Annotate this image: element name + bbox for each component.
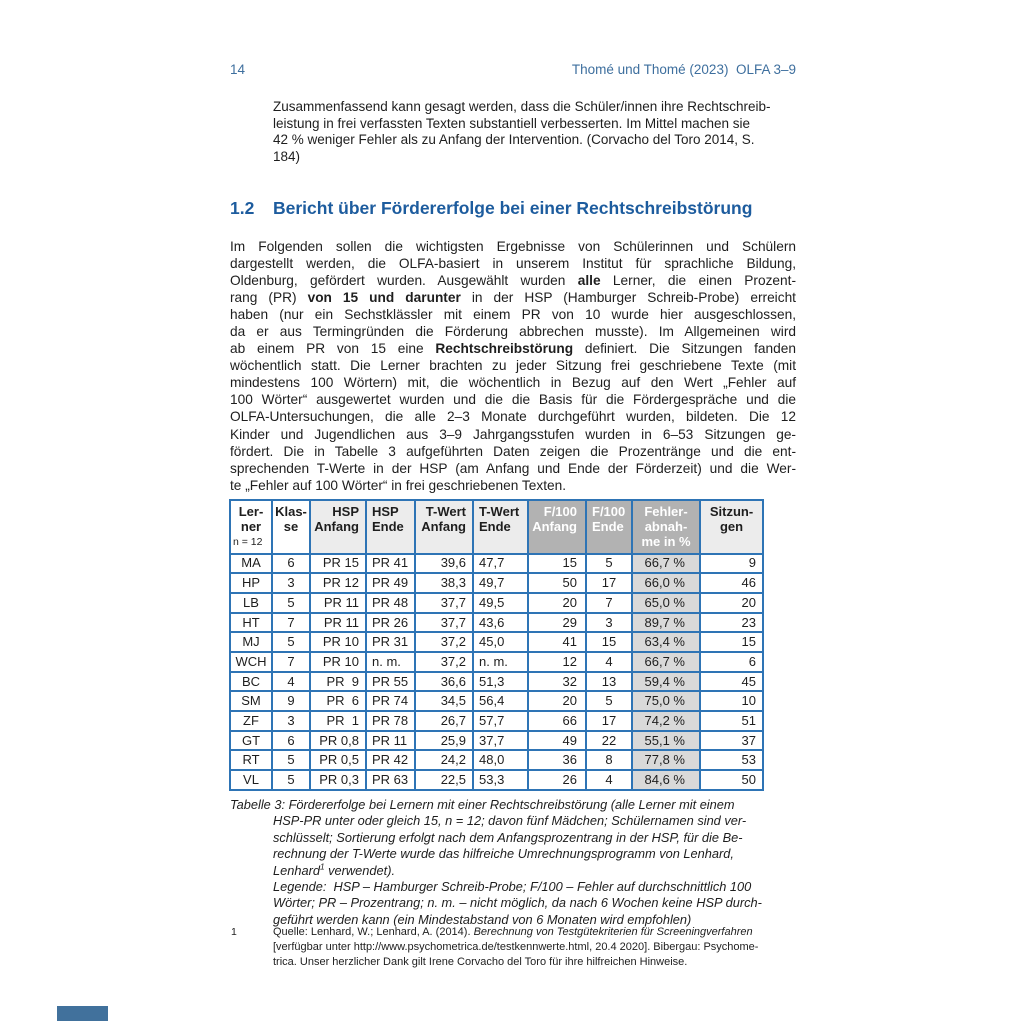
table-cell: PR 9 [310,672,366,692]
table-cell: PR 0,5 [310,750,366,770]
table-cell: n. m. [366,652,415,672]
table-cell: WCH [230,652,272,672]
table-cell: 22,5 [415,770,473,790]
table-cell: 20 [528,593,586,613]
table-cell: PR 55 [366,672,415,692]
header-cell: T-Wert Anfang [415,500,473,554]
table-cell: PR 41 [366,554,415,574]
table-cell: PR 10 [310,652,366,672]
table-cell: 45,0 [473,632,528,652]
table-cell: 43,6 [473,613,528,633]
running-head [230,62,796,77]
table-header-row [230,500,763,554]
table-cell: 7 [586,593,632,613]
table-cell: PR 11 [310,593,366,613]
table-row [230,652,763,672]
table-cell: PR 10 [310,632,366,652]
table-caption [230,797,798,879]
text-line: sprechenden T-Werte in der HSP (am Anfang und Ende der Förderzeit) und die Wer- [230,460,796,476]
table-cell: 9 [272,691,310,711]
table-cell: 47,7 [473,554,528,574]
table-cell: 37,7 [415,593,473,613]
text-line: OLFA-Untersuchungen, die alle 2–3 Monate durchgeführt wurden, bildeten. Die 12 [230,409,796,425]
table-cell: 20 [700,593,763,613]
table-row [230,750,763,770]
text-line: Legende: HSP – Hamburger Schreib-Probe; F/100 – Fehler auf durchschnittlich 100 [273,879,752,894]
table-cell: 3 [272,711,310,731]
table-cell: 56,4 [473,691,528,711]
table-cell: 5 [272,750,310,770]
table-cell: 48,0 [473,750,528,770]
header-cell: Sitzun- gen [700,500,763,554]
text-line: [verfügbar unter http://www.psychometrica.de/testkennwerte.html, 20.4 2020]. Bibergau: Psychome- [273,940,759,953]
table-cell: 46 [700,573,763,593]
table-cell: 59,4 % [632,672,700,692]
text-line: da er aus Termingründen die Förderung abbrechen musste). Im Allgemeinen wird [230,324,796,340]
table-cell: HT [230,613,272,633]
text-line: schlüsselt; Sortierung erfolgt nach dem Anfangsprozentrang in der HSP, für die Be- [273,829,743,845]
table-cell: 36,6 [415,672,473,692]
table-cell: 26 [528,770,586,790]
text-line: trica. Unser herzlicher Dank gilt Irene Corvacho del Toro für ihre hilfreichen Hinweise. [273,955,688,968]
table-cell: 15 [700,632,763,652]
table-cell: PR 0,3 [310,770,366,790]
table-row [230,711,763,731]
text-line: Oldenburg, gefördert wurden. Ausgewählt wurden alle Lerner, die einen Prozent- [230,273,796,289]
table-cell: 3 [272,573,310,593]
table-cell: PR 74 [366,691,415,711]
table-cell: SM [230,691,272,711]
table-cell: 53,3 [473,770,528,790]
table-cell: 12 [528,652,586,672]
table-cell: 36 [528,750,586,770]
table-cell: 49,5 [473,593,528,613]
text-line: rechnung der T-Werte wurde das hilfreiche Umrechnungsprogramm von Lenhard, [273,846,734,862]
table-cell: 57,7 [473,711,528,731]
text-line: 100 Wörter“ ausgewertet wurden und die die Basis für die Fördergespräche und die [230,392,796,408]
table-cell: 6 [272,731,310,751]
table-cell: 66,7 % [632,652,700,672]
table-cell: 74,2 % [632,711,700,731]
quote-paragraph [273,99,797,165]
table-cell: 32 [528,672,586,692]
table-cell: 20 [528,691,586,711]
running-title: Thomé und Thomé (2023) OLFA 3–9 [571,62,796,77]
text-line: 42 % weniger Fehler als zu Anfang der Intervention. (Corvacho del Toro 2014, S. [273,132,755,148]
table-cell: RT [230,750,272,770]
footer-accent-bar [57,1006,108,1021]
table-cell: 66,0 % [632,573,700,593]
table-cell: 51 [700,711,763,731]
table-cell: 7 [272,652,310,672]
header-cell: Fehler- abnah- me in % [632,500,700,554]
table-cell: MJ [230,632,272,652]
table-cell: 34,5 [415,691,473,711]
table-cell: 37,2 [415,632,473,652]
header-cell: Klas- se [272,500,310,554]
table-cell: 26,7 [415,711,473,731]
table-cell: ZF [230,711,272,731]
table-cell: 23 [700,613,763,633]
table-row [230,632,763,652]
table-cell: GT [230,731,272,751]
table-row [230,573,763,593]
table-cell: 13 [586,672,632,692]
text-line: Zusammenfassend kann gesagt werden, dass die Schüler/innen ihre Rechtschreib- [273,99,771,114]
text-line: rang (PR) von 15 und darunter in der HSP (Hamburger Schreib-Probe) erreicht [230,290,796,306]
table-row [230,672,763,692]
body-paragraph [230,238,796,494]
table-cell: PR 11 [310,613,366,633]
text-line: haben (nur ein Sechstklässler mit einem PR von 10 wurde hier ausgeschlossen, [230,307,796,323]
text-line: geführt werden kann (ein Mindestabstand von 6 Monaten wird empfohlen) [273,911,692,927]
table-cell: HP [230,573,272,593]
text-line: Quelle: Lenhard, W.; Lenhard, A. (2014). Berechnung von Testgütekriterien für Screeningverfahren [273,926,753,938]
table-cell: n. m. [473,652,528,672]
table-cell: 51,3 [473,672,528,692]
table-cell: 65,0 % [632,593,700,613]
table-cell: 84,6 % [632,770,700,790]
table-cell: 39,6 [415,554,473,574]
text-line: te „Fehler auf 100 Wörter“ in frei geschriebenen Texten. [230,477,567,493]
table-cell: 53 [700,750,763,770]
text-line: HSP-PR unter oder gleich 15, n = 12; davon fünf Mädchen; Schülernamen sind ver- [273,813,747,829]
table-cell: 8 [586,750,632,770]
table-cell: PR 78 [366,711,415,731]
table-cell: 17 [586,711,632,731]
table-cell: 37,7 [415,613,473,633]
header-cell: Ler- ner n = 12 [230,500,272,554]
table-cell: 41 [528,632,586,652]
table-cell: 4 [272,672,310,692]
text-line: fördert. Die in Tabelle 3 aufgeführten Daten zeigen die Prozentränge und die ent- [230,443,796,459]
table-cell: PR 1 [310,711,366,731]
section-number: 1.2 [230,198,255,218]
table-cell: 29 [528,613,586,633]
header-cell: HSP Anfang [310,500,366,554]
footnote [273,925,798,969]
text-line: mindestens 100 Wörtern) mit, die wöchentlich in Bezug auf den Wert „Fehler auf [230,375,796,391]
table-cell: 37,7 [473,731,528,751]
table-cell: BC [230,672,272,692]
table-cell: 25,9 [415,731,473,751]
text-line: 184) [273,148,301,164]
table-cell: 37,2 [415,652,473,672]
table-cell: 24,2 [415,750,473,770]
table-cell: PR 26 [366,613,415,633]
table-cell: 22 [586,731,632,751]
table-cell: 3 [586,613,632,633]
text-line: Lenhard$^1$ verwendet). [273,861,396,878]
table-cell: 7 [272,613,310,633]
table-cell: 63,4 % [632,632,700,652]
table-cell: 66 [528,711,586,731]
table-cell: 77,8 % [632,750,700,770]
table-row [230,691,763,711]
header-cell: F/100 Anfang [528,500,586,554]
table-cell: 49,7 [473,573,528,593]
text-line: ab einem PR von 15 eine Rechtschreibstörung definiert. Die Sitzungen fanden [230,341,796,357]
header-cell: F/100 Ende [586,500,632,554]
table-cell: LB [230,593,272,613]
table-legend [273,879,798,928]
results-table [229,499,764,791]
table-cell: 15 [586,632,632,652]
table-cell: 49 [528,731,586,751]
table-cell: 5 [272,632,310,652]
table-cell: 66,7 % [632,554,700,574]
table-cell: PR 12 [310,573,366,593]
table-cell: 10 [700,691,763,711]
text-line: leistung in frei verfassten Texten substantiell verbesserten. Im Mittel machen sie [273,115,750,131]
table-cell: PR 42 [366,750,415,770]
table-cell: 6 [700,652,763,672]
header-cell: T-Wert Ende [473,500,528,554]
text-line: Tabelle 3: Fördererfolge bei Lernern mit einer Rechtschreibstörung (alle Lerner mit einem [230,797,735,812]
table-cell: 4 [586,652,632,672]
table-cell: PR 31 [366,632,415,652]
table-cell: 38,3 [415,573,473,593]
table-cell: 17 [586,573,632,593]
section-title: Bericht über Fördererfolge bei einer Rechtschreibstörung [273,198,753,218]
table-cell: 75,0 % [632,691,700,711]
table-body [230,554,763,790]
table-cell: 15 [528,554,586,574]
table-cell: VL [230,770,272,790]
table-cell: 6 [272,554,310,574]
table-cell: PR 15 [310,554,366,574]
table-cell: 5 [272,770,310,790]
table-cell: 45 [700,672,763,692]
table-cell: PR 6 [310,691,366,711]
table-cell: 37 [700,731,763,751]
text-line: wöchentlich statt. Die Lerner brachten zu jeder Sitzung frei geschriebene Texte (mit [230,358,796,374]
table-row [230,593,763,613]
table-cell: 55,1 % [632,731,700,751]
footnote-marker: 1 [231,926,237,938]
section-heading [230,198,796,219]
table-cell: PR 11 [366,731,415,751]
table-cell: 5 [586,554,632,574]
text-line: dargestellt werden, die OLFA-basiert in unserem Institut für sprachliche Bildung, [230,256,796,272]
table-cell: 9 [700,554,763,574]
table-cell: 4 [586,770,632,790]
table-cell: 50 [700,770,763,790]
text-line: Im Folgenden sollen die wichtigsten Ergebnisse von Schülerinnen und Schülern [230,239,796,254]
table-row [230,770,763,790]
table-row [230,731,763,751]
table-row [230,554,763,574]
table-cell: PR 49 [366,573,415,593]
table-cell: 5 [272,593,310,613]
text-line: Wörter; PR – Prozentrang; n. m. – nicht möglich, da nach 6 Wochen keine HSP durch- [273,895,762,911]
table-cell: PR 48 [366,593,415,613]
table-cell: PR 0,8 [310,731,366,751]
table-cell: PR 63 [366,770,415,790]
table-cell: 89,7 % [632,613,700,633]
page-number: 14 [230,62,246,77]
table-cell: MA [230,554,272,574]
table-cell: 5 [586,691,632,711]
text-line: Kinder und Jugendlichen aus 3–9 Jahrgangsstufen wurden in 6–53 Sitzungen ge- [230,426,796,442]
table-head [230,500,763,554]
header-cell: HSP Ende [366,500,415,554]
table-cell: 50 [528,573,586,593]
table-row [230,613,763,633]
